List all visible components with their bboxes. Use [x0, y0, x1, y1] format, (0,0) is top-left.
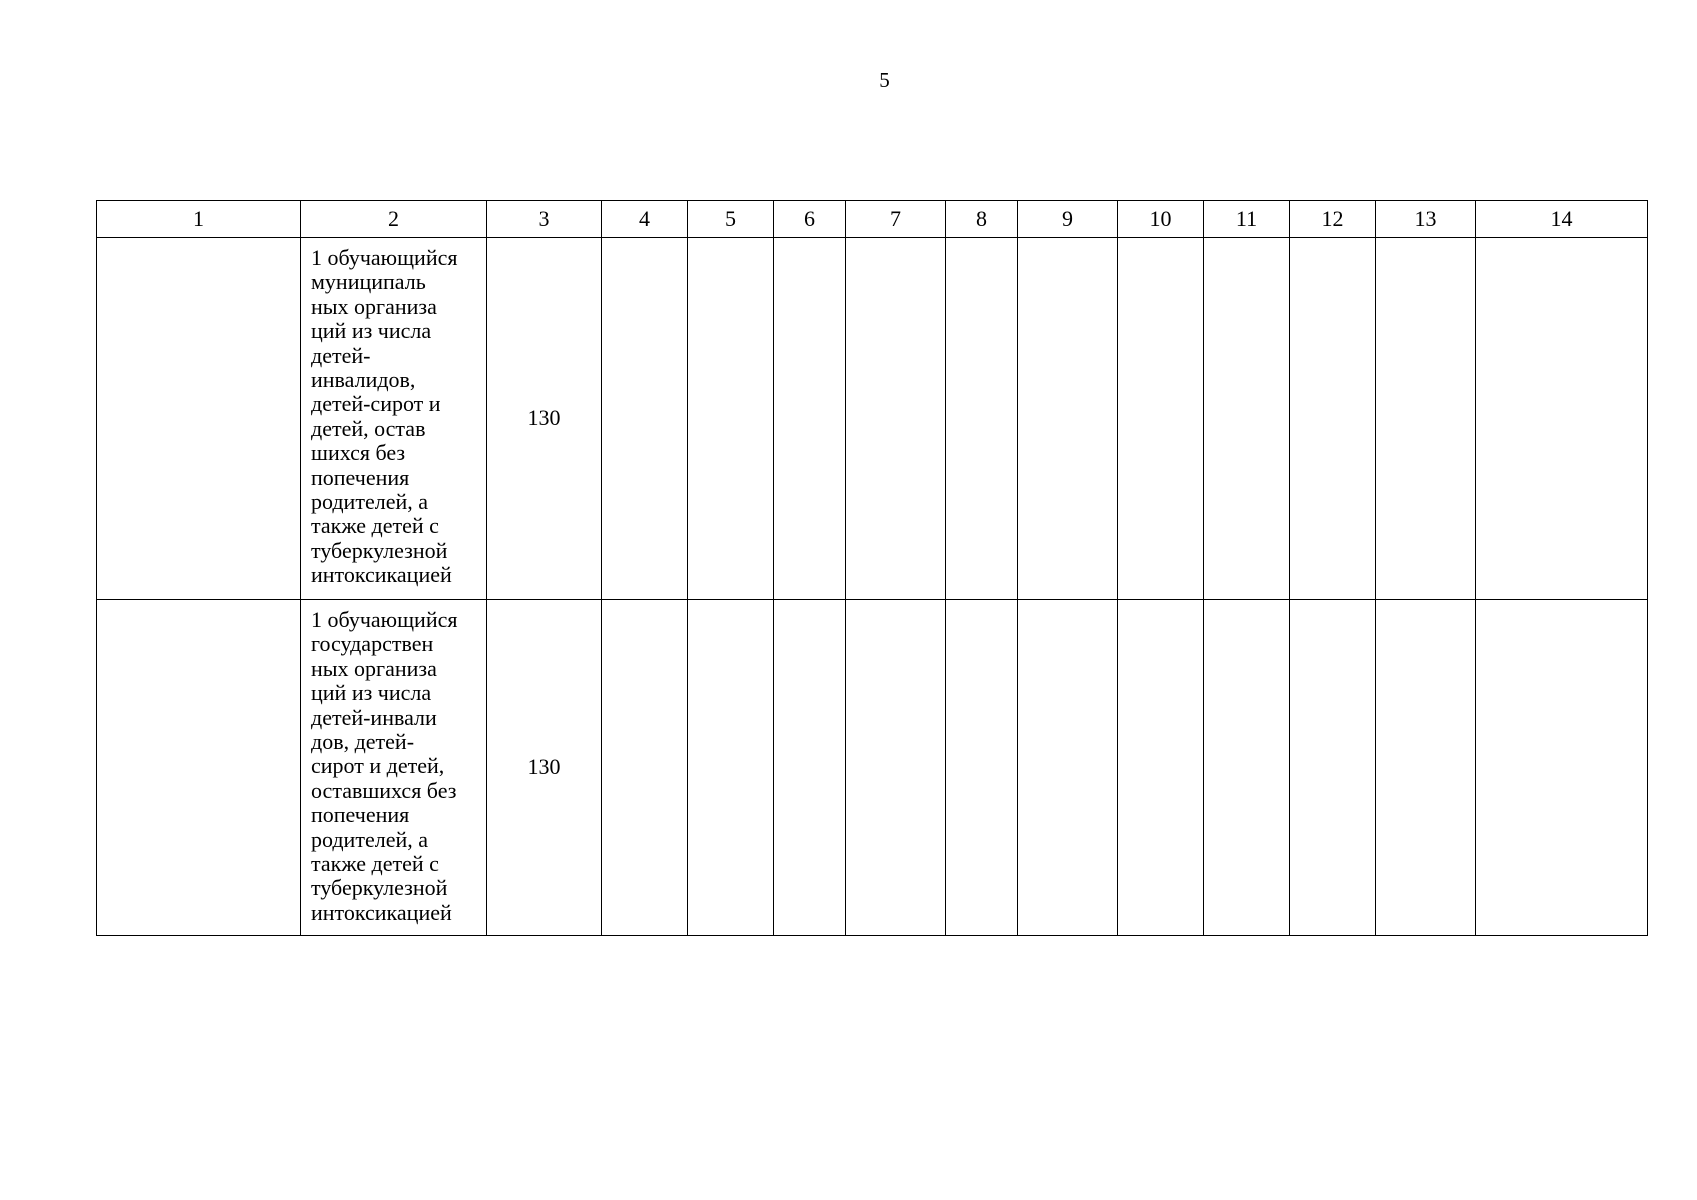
table-row [97, 600, 1648, 936]
table-row [97, 238, 1648, 600]
column-header: 6 [774, 201, 846, 238]
table-cell [1118, 238, 1204, 600]
column-header: 11 [1204, 201, 1290, 238]
table-cell [1204, 600, 1290, 936]
table-cell [846, 238, 946, 600]
table-cell [1018, 238, 1118, 600]
table-cell [1018, 600, 1118, 936]
value-cell: 130 [487, 600, 602, 936]
page-number: 5 [879, 68, 890, 92]
table-cell [1476, 600, 1648, 936]
column-header: 1 [97, 201, 301, 238]
description-cell: 1 обучающийся государствен ных организа ций из числа детей-инвали дов, детей- сирот и детей, оставшихся без попечения родителей, а также детей с туберкулезной интоксикацией [301, 600, 487, 936]
column-header: 10 [1118, 201, 1204, 238]
table-cell [946, 238, 1018, 600]
column-header: 4 [602, 201, 688, 238]
column-header: 7 [846, 201, 946, 238]
description-cell: 1 обучающийся муниципаль ных организа ций из числа детей- инвалидов, детей-сирот и детей, остав шихся без попечения родителей, а также детей с туберкулезной интоксикацией [301, 238, 487, 600]
column-header: 3 [487, 201, 602, 238]
table-cell [602, 600, 688, 936]
value-cell: 130 [487, 238, 602, 600]
table-cell [946, 600, 1018, 936]
column-header: 13 [1376, 201, 1476, 238]
table-cell [688, 238, 774, 600]
column-header: 8 [946, 201, 1018, 238]
table-cell [1376, 238, 1476, 600]
table-cell [1118, 600, 1204, 936]
column-header: 14 [1476, 201, 1648, 238]
table-header-row [97, 201, 1648, 238]
table-cell [774, 238, 846, 600]
column-header: 12 [1290, 201, 1376, 238]
table-cell [602, 238, 688, 600]
table-cell [1376, 600, 1476, 936]
table-cell [1476, 238, 1648, 600]
column-header: 5 [688, 201, 774, 238]
table-cell [97, 238, 301, 600]
table-cell [846, 600, 946, 936]
table-cell [1204, 238, 1290, 600]
column-header: 2 [301, 201, 487, 238]
table-cell [688, 600, 774, 936]
data-table [96, 200, 1648, 936]
table-cell [1290, 238, 1376, 600]
column-header: 9 [1018, 201, 1118, 238]
table-cell [774, 600, 846, 936]
table-cell [97, 600, 301, 936]
table-cell [1290, 600, 1376, 936]
